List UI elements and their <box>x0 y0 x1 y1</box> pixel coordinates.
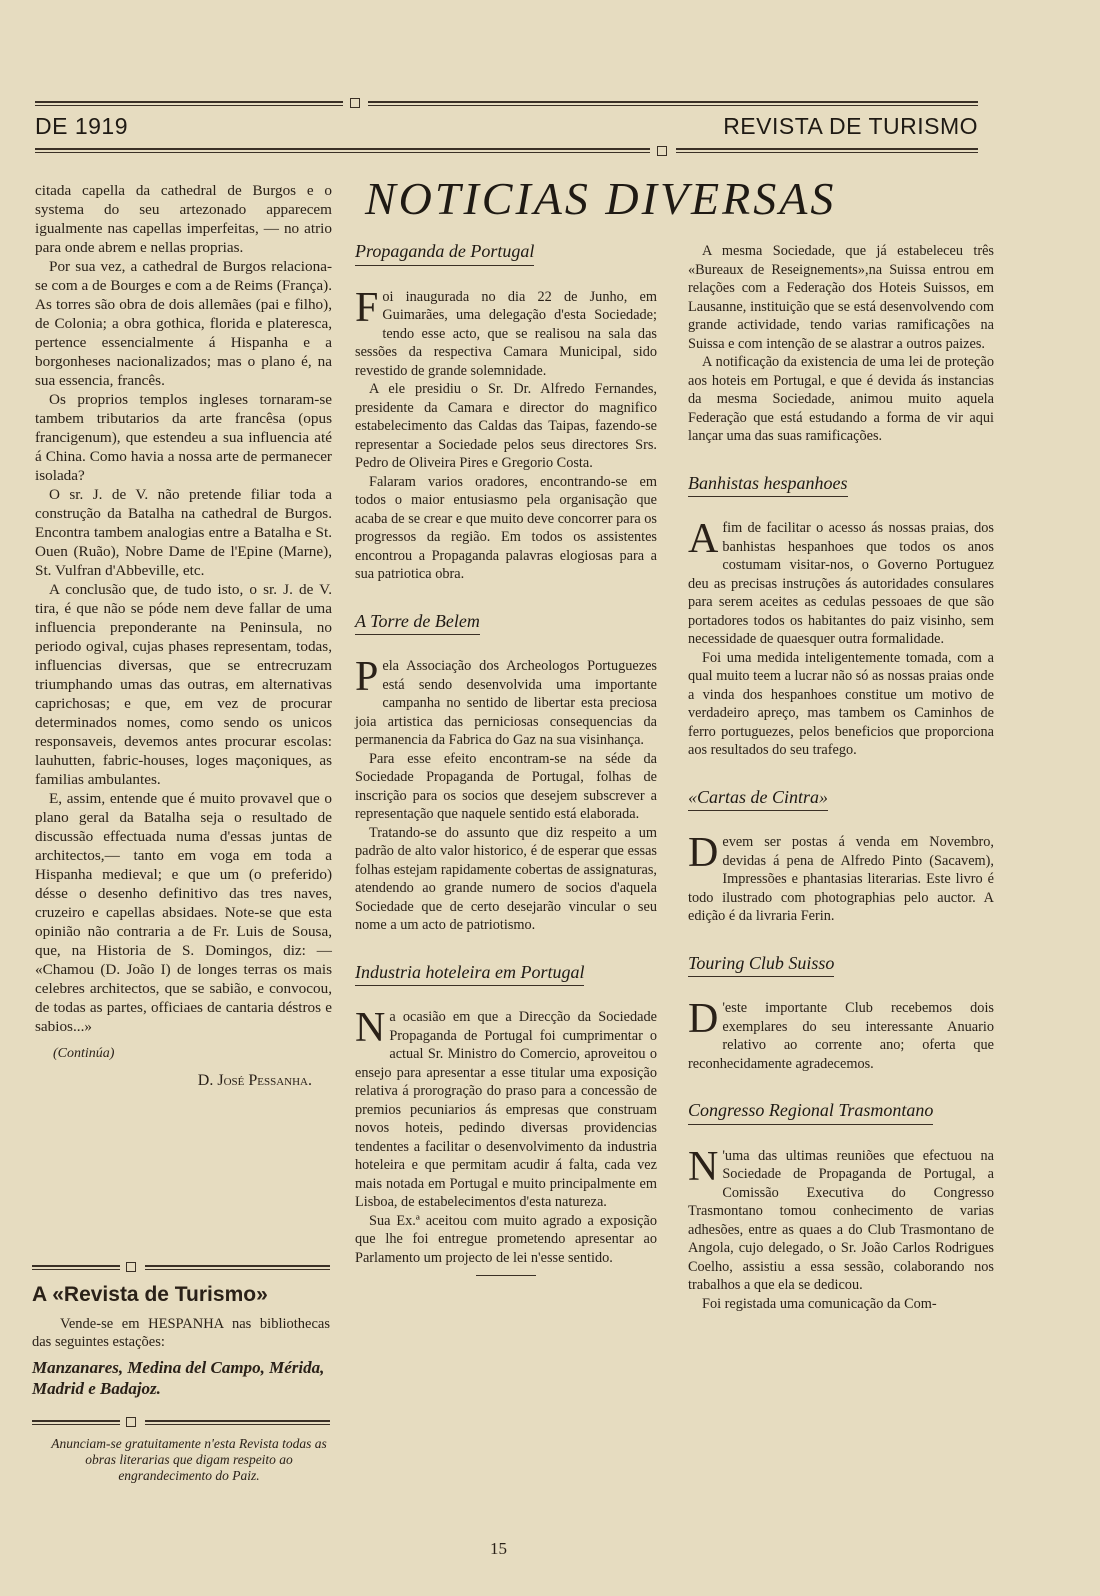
paragraph: Por sua vez, a cathedral de Burgos relaciona-se com a de Bourges e com a de Reims (França). As torres são obra de dois allemães (pai e filho), de Colonia; a obra gothica, florida e plateresca, pertence essencialmente á Hispanha e a borgonheses nacionalizados; mas o plano é, na sua essencia, francês. <box>35 258 332 389</box>
section-title: Congresso Regional Trasmontano <box>688 1100 934 1120</box>
section-propaganda <box>355 242 657 584</box>
section-torre-belem <box>355 612 657 935</box>
header-rule-top-left-2 <box>35 105 343 106</box>
paragraph: evem ser postas á venda em Novembro, devidas á pena de Alfredo Pinto (Sacavem), Impressões e phantasias literarias. Este livro é todo ilustrado com photographias pelo auctor. A edição é da livraria Ferin. <box>688 834 994 924</box>
header-rule-top-right-2 <box>368 105 978 106</box>
section-touring-club <box>688 954 994 1074</box>
free-notice: Anunciam-se gratuitamente n'esta Revista todas as obras literarias que digam respeito ao engrandecimento do Paiz. <box>51 1436 327 1483</box>
paragraph: A ele presidiu o Sr. Dr. Alfredo Fernandes, presidente da Camara e director do magnifico estabelecimento das Caldas das Taipas, fazendo-se representar a Sociedade pelos seus directores Srs. Pedro de Oliveira Pires e Gregorio Costa. <box>355 381 657 471</box>
section-banhistas <box>688 474 994 760</box>
paragraph: O sr. J. de V. não pretende filiar toda a construção da Batalha na cathedral de Burgos. Encontra tambem analogias entre a Batalha e St. Ouen (Ruão), Nobre Dame de l'Epine (Marne), St. Vulfran d'Abbeville, etc. <box>35 486 332 579</box>
section-title: Industria hoteleira em Portugal <box>355 961 585 982</box>
left-column <box>35 181 332 1090</box>
paragraph: fim de facilitar o acesso ás nossas praias, dos banhistas hespanhoes que todos os anos costumam visitar-nos, o Governo Portuguez deu as precisas instruções ás autoridades consulares para serem aceites as cedulas pessoaes de que são portadores todos os habitantes do paiz visinho, sem necessidade de quaesquer outra formalidade. <box>688 520 994 647</box>
paragraph: citada capella da cathedral de Burgos e o systema do seu artezonado apparecem igualmente nas capellas imperfeitas, — no atrio para onde abrem e nellas proprias. <box>35 182 332 256</box>
ad-rule-top-left-2 <box>32 1269 120 1270</box>
paragraph: oi inaugurada no dia 22 de Junho, em Guimarães, uma delegação d'esta Sociedade; tendo esse acto, que se realisou na sala das sessões da respectiva Camara Municipal, sido revestido de grande solemnidade. <box>355 288 657 379</box>
notice-ornament <box>126 1417 136 1427</box>
notice-rule-left-2 <box>32 1424 120 1425</box>
ad-rule-top-right <box>145 1265 330 1267</box>
page-number: 15 <box>490 1539 507 1558</box>
notice-rule-right-2 <box>145 1424 330 1425</box>
ad-rule-top-right-2 <box>145 1269 330 1270</box>
dropcap: A <box>688 516 719 562</box>
paragraph: Tratando-se do assunto que diz respeito a um padrão de alto valor historico, é de esperar que essas folhas estejam rapidamente cobertas de assignaturas, atendendo ao grande numero de socios d'aquela Sociedade que de certo desejarão vincular o seu nome a um acto de patriotismo. <box>355 824 657 933</box>
paragraph: Falaram varios oradores, encontrando-se em todos o maior entusiasmo pela organisação que acaba de se crear e que muito deve concorrer para os progressos da região. Em todos os assistentes encontrou a Propaganda palavras elogiosas para a sua patriotica obra. <box>355 473 657 582</box>
section-title: Touring Club Suisso <box>688 952 835 973</box>
header-ornament-bottom <box>657 146 667 156</box>
header-rule-bottom-right <box>676 148 978 150</box>
section-title: Propaganda de Portugal <box>355 241 535 261</box>
author-signature: D. José Pessanha. <box>197 1072 312 1089</box>
paragraph: Os proprios templos ingleses tornaram-se tambem tributarios da arte francêsa (opus francigenum), que estendeu a sua influencia até á China. Como havia a nossa arte de permanecer isolada? <box>35 391 332 484</box>
section-title: A Torre de Belem <box>355 610 480 631</box>
section-title: «Cartas de Cintra» <box>688 786 829 807</box>
header-right: REVISTA DE TURISMO <box>723 113 978 139</box>
ad-ornament-top <box>126 1262 136 1272</box>
header-rule-bottom-left <box>35 148 650 150</box>
section-cartas-cintra <box>688 788 994 926</box>
notice-rule-right <box>145 1420 330 1422</box>
header-left: DE 1919 <box>35 113 129 139</box>
dropcap: N <box>355 1005 386 1051</box>
dropcap: D <box>688 830 719 876</box>
header-rule-bottom-right-2 <box>676 152 978 153</box>
paragraph: a ocasião em que a Direcção da Sociedade Propaganda de Portugal foi cumprimentar o actual Sr. Ministro do Comercio, aproveitou o ensejo para apresentar a esse titular uma exposição relativa á prorogração do praso para a concessão de premios pecuniarios ás empresas que construam novos hoteis, pedindo diversas providencias tendentes a facilitar o desenvolvimento da industria hoteleira e que permitam acudir á falta, cada vez mais notada em Portugal e muito principalmente em Lisboa, de estabelecimentos d'esta natureza. <box>355 1009 657 1210</box>
header-rule-top-left <box>35 101 343 103</box>
dropcap: N <box>688 1143 719 1190</box>
section-title: Banhistas hespanhoes <box>688 472 848 493</box>
dropcap: D <box>688 996 719 1042</box>
header-ornament-top <box>350 98 360 108</box>
ad-places: Manzanares, Medina del Campo, Mérida, Madrid e Badajoz. <box>32 1358 325 1398</box>
paragraph: 'este importante Club recebemos dois exemplares do seu interessante Anuario relativo ao corrente ano; oferta que reconhecidamente agradecemos. <box>688 1000 994 1072</box>
dropcap: F <box>355 284 379 331</box>
paragraph: Foi registada uma comunicação da Com- <box>702 1295 937 1312</box>
notice-rule-left <box>32 1420 120 1422</box>
ad-text: Vende-se em HESPANHA nas bibliothecas das seguintes estações: <box>32 1316 330 1350</box>
header-rule-bottom-left-2 <box>35 152 650 153</box>
paragraph: A conclusão que, de tudo isto, o sr. J. de V. tira, é que não se póde nem deve fallar de uma influencia preponderante na Peninsula, no periodo ogival, cujas phases representam, todas, influencias diversas, que se entrecruzam triumphando umas das outras, em alternativas caprichosas; e que, em vez de procurar determinados nomes, como sendo os unicos responsaveis, devemos antes procurar escolas: lauhutten, fabric-houses, loges maçoniques, as familias ambulantes. <box>35 581 332 788</box>
section-congresso-trasmontano <box>688 1101 994 1313</box>
header-rule-top-right <box>368 101 978 103</box>
paragraph: E, assim, entende que é muito provavel que o plano geral da Batalha seja o resultado de discussão effectuada numa d'essas juntas de architectos,— tanto em voga em toda a Hispanha medieval; e que um (o preferido) désse o desenho definitivo das tres naves, cruzeiro e capellas absidaes. Note-se que esta opinião não contraria a de Fr. Luis de Sousa, que, na Historia de S. Domingos, diz: — «Chamou (D. João I) de longes terras os mais celebres architectos, que se sabião, e convocou, de todas as partes, officiaes de cantaria déstros e sabios...» <box>35 790 332 1035</box>
ad-title: A «Revista de Turismo» <box>32 1283 268 1306</box>
page-title: NOTICIAS DIVERSAS <box>365 173 837 224</box>
paragraph: ela Associação dos Archeologos Portuguezes está sendo desenvolvida uma importante campanha no sentido de libertar esta preciosa joia artistica das perniciosas consequencias da permanencia da Fabrica do Gaz na sua visinhança. <box>355 658 657 748</box>
paragraph: A notificação da existencia de uma lei de proteção aos hoteis em Portugal, e que é devida ás instancias da mesma Sociedade, animou muito aquela Federação que está estudando a forma de vir aqui lançar uma das suas ramificações. <box>688 354 994 444</box>
ad-rule-top-left <box>32 1265 120 1267</box>
paragraph: 'uma das ultimas reuniões que efectuou na Sociedade de Propaganda de Portugal, a Comissão Executiva do Congresso Trasmontano tomou conhecimento de varias adhesões, entre as quaes a do Club Trasmontano de Angola, cujo delegado, o Sr. João Carlos Rodrigues Coelho, assistiu a essa sessão, colaborando nos trabalhos a que ela se dedicou. <box>688 1147 994 1293</box>
section-industria-hoteleira <box>355 963 657 1277</box>
paragraph: Para esse efeito encontram-se na séde da Sociedade Propaganda de Portugal, folhas de inscrição para os socios que desejem subscrever a representação que naquele sentido está elaborada. <box>355 750 657 822</box>
right-column <box>688 242 994 1313</box>
dropcap: P <box>355 654 379 700</box>
paragraph: A mesma Sociedade, que já estabeleceu três «Bureaux de Reseignements»,na Suissa entrou em relações com a Federação dos Hoteis Suissos, em Lausanne, instituição que se está desenvolvendo com grande actividade, tendo varias ramificações na Suissa e com intenção de se alastrar a outros paizes. <box>688 243 994 352</box>
continua-note: (Continúa) <box>53 1046 115 1061</box>
middle-column <box>355 242 657 1276</box>
paragraph: Sua Ex.ª aceitou com muito agrado a exposição que lhe foi entregue prometendo apresentar ao Parlamento um projecto de lei n'esse sentido. <box>355 1212 657 1266</box>
paragraph: Foi uma medida inteligentemente tomada, com a qual muito teem a lucrar não só as nossas praias onde a vinda dos hespanhoes constitue um motivo de verdadeiro apreço, mas tambem os Caminhos de ferro portuguezes, pelos beneficios que proporciona aos resultados do seu trafego. <box>688 649 994 758</box>
